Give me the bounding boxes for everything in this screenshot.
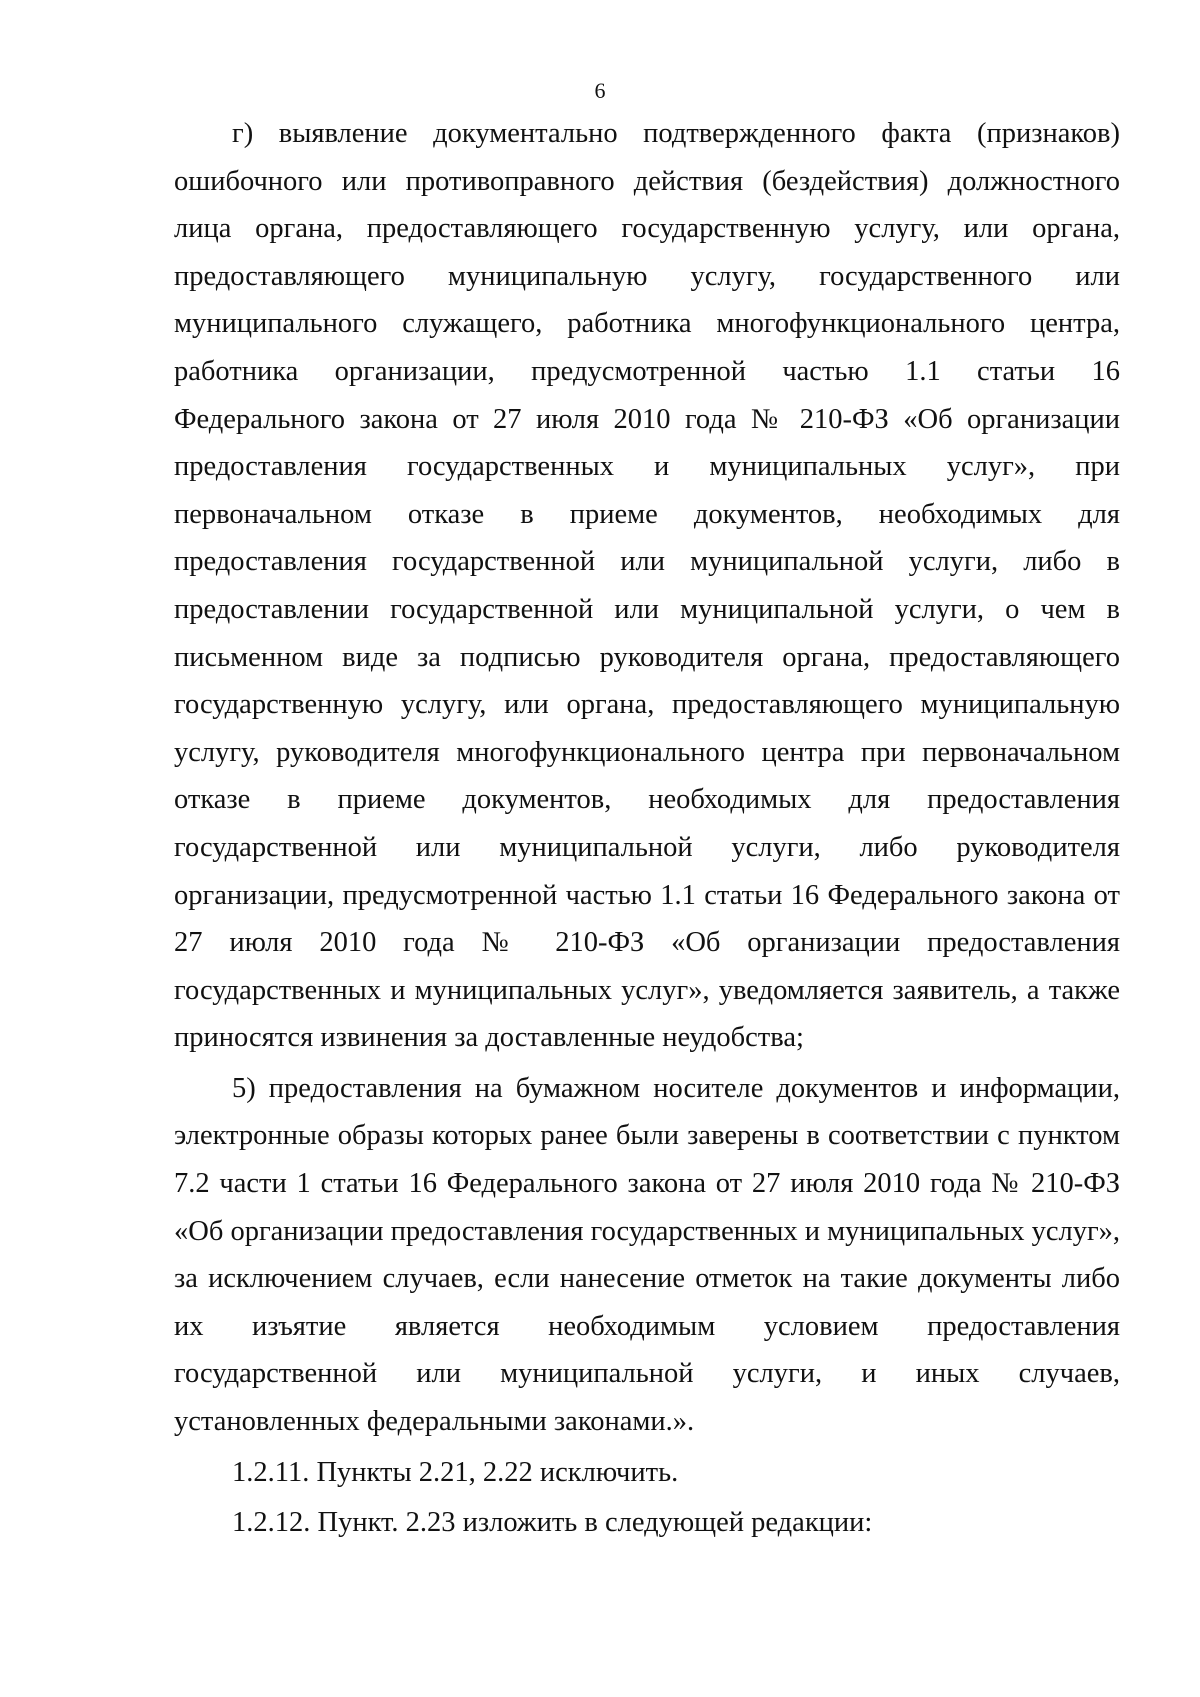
paragraph-1-2-11: 1.2.11. Пункты 2.21, 2.22 исключить.: [232, 1456, 679, 1488]
paragraph-1-2-12: 1.2.12. Пункт. 2.23 изложить в следующей редакции:: [232, 1507, 873, 1539]
page-number: 6: [594, 78, 606, 103]
paragraph-item-5: 5) предоставления на бумажном носителе документов и информации, электронные образы которых ранее были заверены в соответствии с пунктом 7.2 части 1 статьи 16 Федерального закона от 27 июля 2010 года № 210-ФЗ «Об организации предоставления государственных и муниципальных услуг», за исключением случаев, если нанесение отметок на такие документы либо их изъятие является необходимым условием предоставления государственной или муниципальной услуги, и иных случаев, установленных федеральными законами.».: [174, 1072, 1121, 1438]
paragraph-item-g: г) выявление документально подтвержденного факта (признаков) ошибочного или противоправного действия (бездействия) должностного лица органа, предоставляющего государственную услугу, или органа, предоставляющего муниципальную услугу, государственного или муниципального служащего, работника многофункционального центра, работника организации, предусмотренной частью 1.1 статьи 16 Федерального закона от 27 июля 2010 года № 210-ФЗ «Об организации предоставления государственных и муниципальных услуг», при первоначальном отказе в приеме документов, необходимых для предоставления государственной или муниципальной услуги, либо в предоставлении государственной или муниципальной услуги, о чем в письменном виде за подписью руководителя органа, предоставляющего государственную услугу, или органа, предоставляющего муниципальную услугу, руководителя многофункционального центра при первоначальном отказе в приеме документов, необходимых для предоставления государственной или муниципальной услуги, либо руководителя организации, предусмотренной частью 1.1 статьи 16 Федерального закона от 27 июля 2010 года № 210-ФЗ «Об организации предоставления государственных и муниципальных услуг», уведомляется заявитель, а также приносятся извинения за доставленные неудобства;: [174, 118, 1120, 1054]
document-body: [174, 110, 1120, 1550]
